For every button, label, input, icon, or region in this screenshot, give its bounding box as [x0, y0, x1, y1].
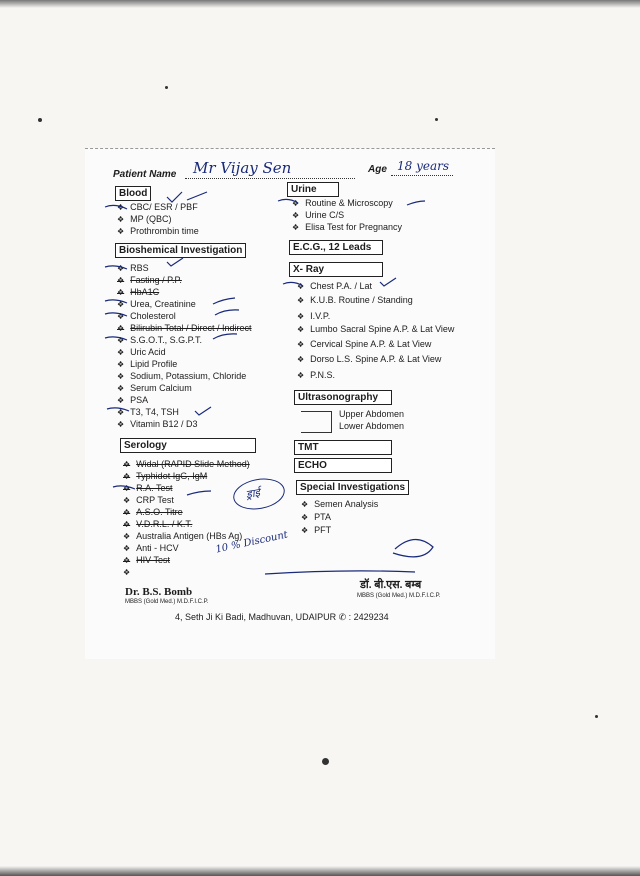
patient-name-label: Patient Name — [113, 169, 177, 180]
discount-note: 10 % Discount — [214, 529, 289, 556]
doctor-name-hindi: डॉ. बी.एस. बम्ब — [360, 579, 422, 591]
biochem-item: ❖ Fasting / P.P. — [117, 275, 182, 286]
biochem-item: ❖ Urea, Creatinine — [117, 299, 196, 310]
prescription-slip — [85, 148, 495, 659]
serology-item: ❖ CRP Test — [123, 495, 174, 506]
doctor-name: Dr. B.S. Bomb — [125, 586, 193, 598]
xray-item: ❖ Dorso L.S. Spine A.P. & Lat View — [297, 354, 441, 365]
scan-speck — [38, 118, 42, 122]
serology-item: ❖ Australia Antigen (HBs Ag) — [123, 531, 242, 542]
tick-mark — [187, 192, 207, 200]
special-header: Special Investigations — [296, 480, 409, 495]
scan-speck — [322, 758, 329, 765]
ecg-header: E.C.G., 12 Leads — [289, 240, 383, 255]
biochem-item: ❖ Bilirubin Total / Direct / Indirect — [117, 323, 252, 334]
scan-top-edge — [0, 0, 640, 8]
urine-item: ❖ Urine C/S — [292, 210, 344, 221]
serology-header: Serology — [120, 438, 256, 453]
signature-line — [265, 571, 415, 574]
tick-mark — [213, 298, 235, 304]
xray-item: ❖ I.V.P. — [297, 311, 330, 322]
serology-item: ❖ R.A. Test — [123, 483, 173, 494]
patient-name-value: Mr Vijay Sen — [193, 159, 292, 177]
serology-item: ❖ Widal (RAPID Slide Method) — [123, 459, 250, 470]
tick-mark — [105, 313, 127, 316]
serology-item: ❖ A.S.O. Titre — [123, 507, 183, 518]
tick-mark — [187, 491, 211, 495]
biochem-item: ❖ Sodium, Potassium, Chloride — [117, 371, 246, 382]
clinic-address: 4, Seth Ji Ki Badi, Madhuvan, UDAIPUR ✆ : 2429234 — [175, 612, 389, 622]
tick-mark — [278, 199, 298, 203]
tick-mark — [283, 282, 303, 286]
biochem-item: ❖ Uric Acid — [117, 347, 166, 358]
usg-item: Upper Abdomen — [339, 409, 405, 419]
biochem-item: ❖ Cholesterol — [117, 311, 176, 322]
xray-header: X- Ray — [289, 262, 383, 277]
tick-mark — [195, 407, 211, 415]
tick-mark — [105, 205, 127, 209]
biochem-item: ❖ Vitamin B12 / D3 — [117, 419, 198, 430]
usg-item: Lower Abdomen — [339, 421, 405, 431]
biochem-item: ❖ RBS — [117, 263, 149, 274]
serology-item: ❖ V.D.R.L. / K.T. — [123, 519, 192, 530]
urine-item: ❖ Routine & Microscopy — [292, 198, 393, 209]
circled-note: ड्राई — [231, 475, 287, 514]
serology-item: ❖ Typhidot IgG, IgM — [123, 471, 207, 482]
xray-item: ❖ K.U.B. Routine / Standing — [297, 295, 413, 306]
tick-mark — [407, 201, 425, 205]
tick-mark — [107, 408, 129, 411]
echo-header: ECHO — [294, 458, 392, 473]
tick-mark — [105, 337, 127, 340]
tick-mark — [105, 300, 127, 303]
blood-item: ❖ Prothrombin time — [117, 226, 199, 237]
tick-mark — [167, 258, 183, 266]
biochem-item: ❖ PSA — [117, 395, 148, 406]
biochem-item: ❖ Lipid Profile — [117, 359, 177, 370]
age-value: 18 years — [397, 159, 450, 173]
biochem-header: Bioshemical Investigation — [115, 243, 246, 258]
blood-item: ❖ CBC/ ESR / PBF — [117, 202, 198, 213]
urine-item: ❖ Elisa Test for Pregnancy — [292, 222, 402, 233]
serology-item: ❖ Anti - HCV — [123, 543, 179, 554]
biochem-item: ❖ Serum Calcium — [117, 383, 192, 394]
special-item: ❖ PFT — [301, 525, 331, 536]
xray-item: ❖ Lumbo Sacral Spine A.P. & Lat View — [297, 324, 454, 335]
tick-mark — [380, 278, 396, 286]
tick-mark — [215, 310, 239, 315]
tmt-header: TMT — [294, 440, 392, 455]
scan-bottom-edge — [0, 866, 640, 876]
special-item: ❖ Semen Analysis — [301, 499, 378, 510]
doctor-degree-right: MBBS (Gold Med.) M.D.F.I.C.P. — [357, 593, 441, 599]
serology-item: ❖ HIV Test — [123, 555, 170, 566]
tick-mark — [167, 192, 182, 202]
age-label: Age — [368, 164, 387, 175]
blood-header: Blood — [115, 186, 151, 201]
tick-mark — [113, 486, 135, 489]
xray-item: ❖ P.N.S. — [297, 370, 335, 381]
signature-scribble — [393, 539, 433, 556]
usg-header: Ultrasonography — [294, 390, 392, 405]
blood-item: ❖ MP (QBC) — [117, 214, 172, 225]
biochem-item: ❖ T3, T4, TSH — [117, 407, 179, 418]
scan-speck — [165, 86, 168, 89]
biochem-item: ❖ HbA1C — [117, 287, 159, 298]
scan-speck — [435, 118, 438, 121]
doctor-degree: MBBS (Gold Med.) M.D.F.I.C.P. — [125, 599, 209, 605]
tick-mark — [105, 266, 127, 269]
special-item: ❖ PTA — [301, 512, 331, 523]
ink-marks — [85, 149, 495, 659]
xray-item: ❖ Chest P.A. / Lat — [297, 281, 372, 292]
tick-mark — [213, 334, 237, 339]
biochem-item: ❖ S.G.O.T., S.G.P.T. — [117, 335, 202, 346]
urine-header: Urine — [287, 182, 339, 197]
xray-item: ❖ Cervical Spine A.P. & Lat View — [297, 339, 431, 350]
scan-speck — [595, 715, 598, 718]
